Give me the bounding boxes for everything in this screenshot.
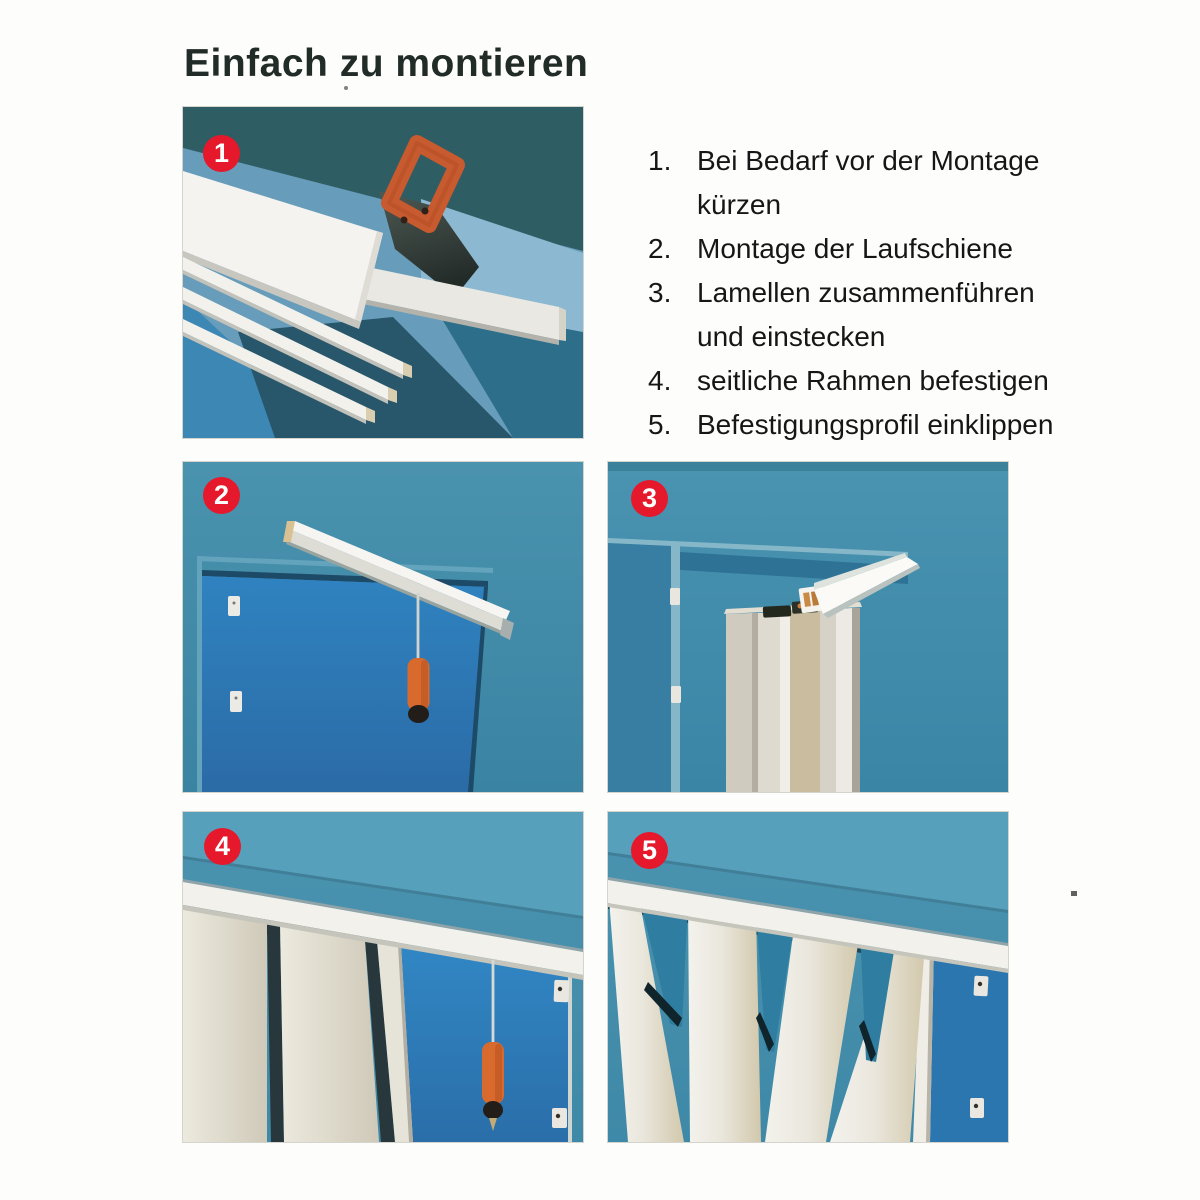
step-number: 2. <box>648 233 672 264</box>
scan-dot <box>344 86 348 90</box>
doorway <box>926 947 1008 1142</box>
step-text <box>697 271 1035 359</box>
step-number: 4. <box>648 365 672 396</box>
figure-step-4-photo <box>183 812 583 1142</box>
scan-speck <box>1071 891 1077 896</box>
step-badge-3: 3 <box>631 480 668 517</box>
step-badge-4: 4 <box>204 828 241 865</box>
step-text <box>697 139 1039 227</box>
step-line: Befestigungsprofil einklippen <box>697 409 1054 440</box>
step-badge-2: 2 <box>203 477 240 514</box>
photo-rail-mounting <box>183 462 583 792</box>
step-line: Bei Bedarf vor der Montage <box>697 145 1040 176</box>
step-line: Montage der Laufschiene <box>697 233 1013 264</box>
figure-step-2-photo <box>183 462 583 792</box>
step-list <box>608 139 1080 447</box>
step-item-1 <box>648 139 1080 227</box>
step-number: 3. <box>648 277 672 308</box>
step-line: seitliche Rahmen befestigen <box>697 365 1049 396</box>
top-shadow <box>608 462 1008 471</box>
step-item-4 <box>648 359 1080 403</box>
step-line: Lamellen zusammenführen <box>697 277 1035 308</box>
figure-step-5-photo <box>608 812 1008 1142</box>
figure-step-3-photo <box>608 462 1008 792</box>
page-title: Einfach zu montieren <box>184 42 589 85</box>
step-item-5 <box>648 403 1080 447</box>
aluminium-profile <box>724 602 862 792</box>
step-badge-1: 1 <box>203 135 240 172</box>
step-item-2 <box>648 227 1080 271</box>
step-item-3 <box>648 271 1080 359</box>
step-number: 1. <box>648 145 672 176</box>
photo-profile-clipping <box>608 812 1008 1142</box>
figure-step-1-photo <box>183 107 583 438</box>
step-badge-5: 5 <box>631 832 668 869</box>
step-number: 5. <box>648 409 672 440</box>
photo-lamella-insert <box>608 462 1008 792</box>
step-text <box>697 403 1053 447</box>
step-line: und einstecken <box>697 321 886 352</box>
step-text <box>697 359 1049 403</box>
photo-saw-cutting <box>183 107 583 438</box>
photo-side-frame-fixing <box>183 812 583 1142</box>
step-line: kürzen <box>697 189 782 220</box>
step-text <box>697 227 1013 271</box>
